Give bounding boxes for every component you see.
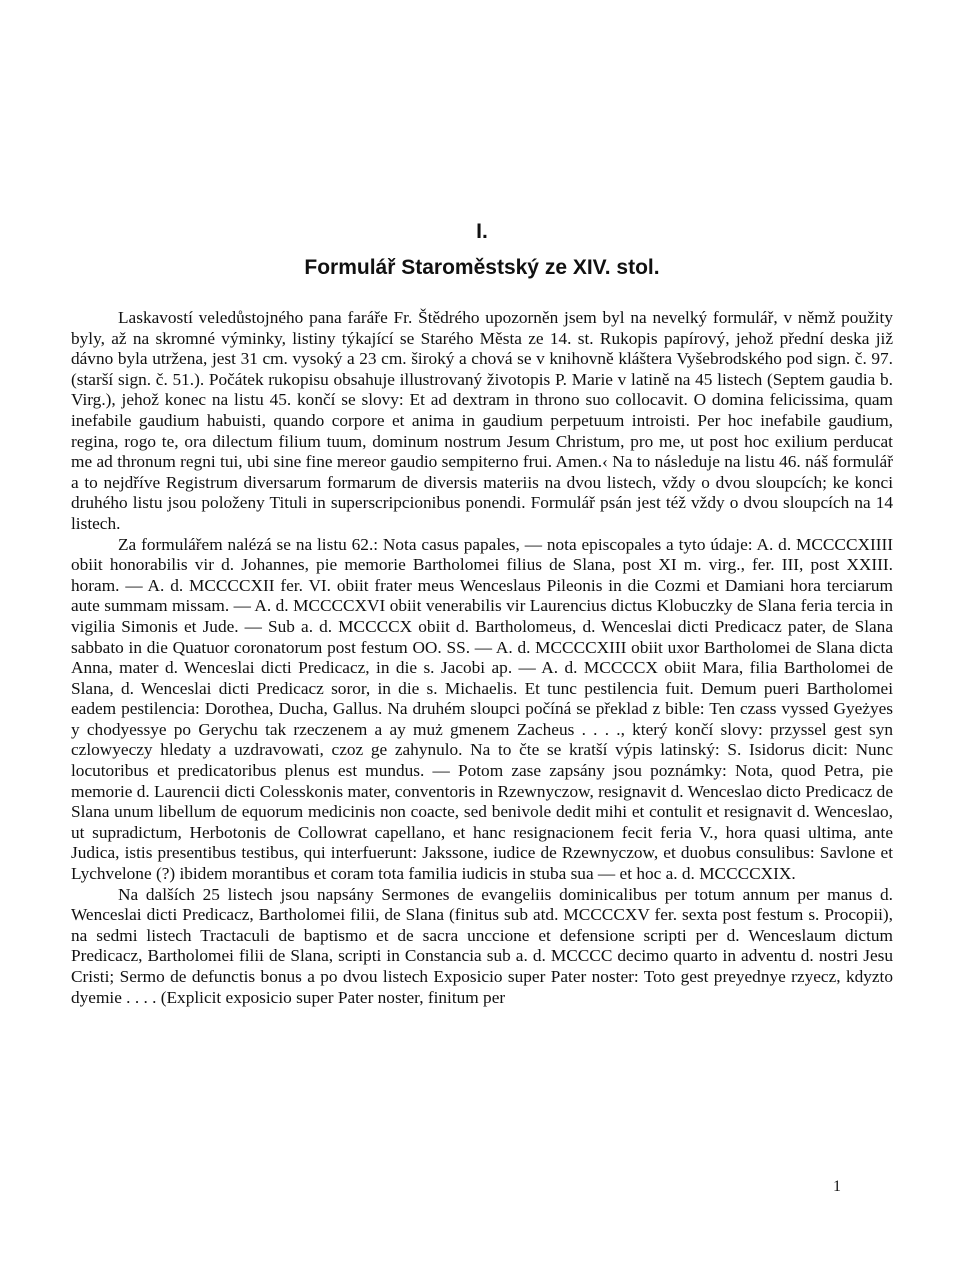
page-number: 1 — [833, 1178, 841, 1195]
body-paragraph: Laskavostí veledůstojného pana faráře Fr. Štědrého upozorněn jsem byl na nevelký formulář, v němž použity byly, až na skromné výminky, listiny týkající se Starého Města ze 14. st. Rukopis papírový, jehož přední deska již dávno byla utržena, jest 31 cm. vysoký a 23 cm. široký a chová se v knihovně kláštera Vyšebrodského pod sign. č. 97. (starší sign. č. 51.). Počátek rukopisu obsahuje illustrovaný životopis P. Marie v latině na 45 listech (Septem gaudia b. Virg.), jehož konec na listu 45. končí se slovy: Et ad dextram in throno suo collocavit. O domina felicissima, quam inefabile gaudium habuisti, quando corpore et anima in gaudium perpetuum introisti. Per hoc inefabile gaudium, regina, rogo te, ora dilectum filium tuum, dominum nostrum Jesum Christum, pro me, ut post hoc exilium perducat me ad thronum regni tui, ubi sine fine mereor gaudio sempiterno frui. Amen.‹ Na to následuje na listu 46. náš formulář a to nejdříve Registrum diversarum formarum de diversis materiis na dvou listech, vždy o dvou sloupcích; ke konci druhého listu jsou položeny Tituli in superscripcionibus ponendi. Formulář psán jest též vždy o dvou sloupcích na 14 listech. — [71, 308, 893, 533]
chapter-title: Formulář Staroměstský ze XIV. stol. — [304, 256, 660, 279]
document-page — [71, 218, 893, 1008]
body-paragraph: Na dalších 25 listech jsou napsány Sermones de evangeliis dominicalibus per totum annum per manus d. Wenceslai dicti Predicacz, Bartholomei filii, de Slana (finitus sub atd. MCCCCXV fer. sexta post festum s. Procopii), na sedmi listech Tractaculi de baptismo et de sacra unccione et defensione scripti per d. Wenceslaum dictum Predicacz, Bartholomei filii de Slana, scripti in Constancia sub a. d. MCCCC decimo quarto in adventu d. nostri Jesu Cristi; Sermo de defunctis bonus a po dvou listech Exposicio super Pater noster: Toto gest preyednye rzyecz, kdyzto dyemie . . . . (Explicit exposicio super Pater noster, finitum per — [71, 884, 893, 1007]
body-paragraph: Za formulářem nalézá se na listu 62.: Nota casus papales, — nota episcopales a tyto údaje: A. d. MCCCCXIIII obiit honorabilis vir d. Johannes, pie memorie Bartholomei filius de Slana, post XI m. virg., fer. III, post XXIII. horam. — A. d. MCCCCXII fer. VI. obiit frater meus Wenceslaus Pileonis in die Cozmi et Damiani hora terciarum aute summam missam. — A. d. MCCCCXVI obiit venerabilis vir Laurencius dictus Klobuczky de Slana feria tercia in vigilia Simonis et Jude. — Sub a. d. MCCCCX obiit d. Bartholomeus, d. Wenceslai dicti Predicacz pater, de Slana sabbato in die Quatuor coronatorum post festum OO. SS. — A. d. MCCCCXIII obiit uxor Bartholomei de Slana dicta Anna, mater d. Wenceslai dicti Predicacz, in die s. Jacobi ap. — A. d. MCCCCX obiit Mara, filia Bartholomei de Slana, d. Wenceslai dicti Predicacz soror, in die s. Michaelis. Et tunc pestilencia fuit. Demum pueri Bartholomei eadem pestilencia: Dorothea, Ducha, Gallus. Na druhém sloupci počíná se překlad z bible: Ten czass vyssed Gyeżyes y chodyessye po Gerychu tak rzeczenem a ay muż gmenem Zacheus . . . ., který končí slovy: przyssel gest syn czlowyeczy hledaty a uzdravowati, czoz ge zahynulo. Na to čte se kratší výpis latinský: S. Isidorus dicit: Nunc locutoribus et predicatoribus plenus est mundus. — Potom zase zapsány jsou poznámky: Nota, quod Petra, pie memorie d. Laurencii dicti Colesskonis mater, conventoris in Rzewnyczow, resignavit d. Wenceslao dicto Predicacz de Slana unum libellum de equorum medicinis non coacte, sed benivole dedit mihi et contulit et resignavit d. Wenceslao, ut supradictum, Herbotonis de Collowrat capellano, et hanc resignacionem fecit feria V., hora quasi ultima, ante Judica, istis presentibus testibus, qui interfuerunt: Jakssone, iudice de Rzewnyczow, et duobus consulibus: Savlone et Lychvelone (?) ibidem morantibus et coram tota familia iudicis in stuba sua — et hoc a. d. MCCCCXIX. — [71, 534, 893, 884]
chapter-number: I. — [476, 220, 488, 243]
